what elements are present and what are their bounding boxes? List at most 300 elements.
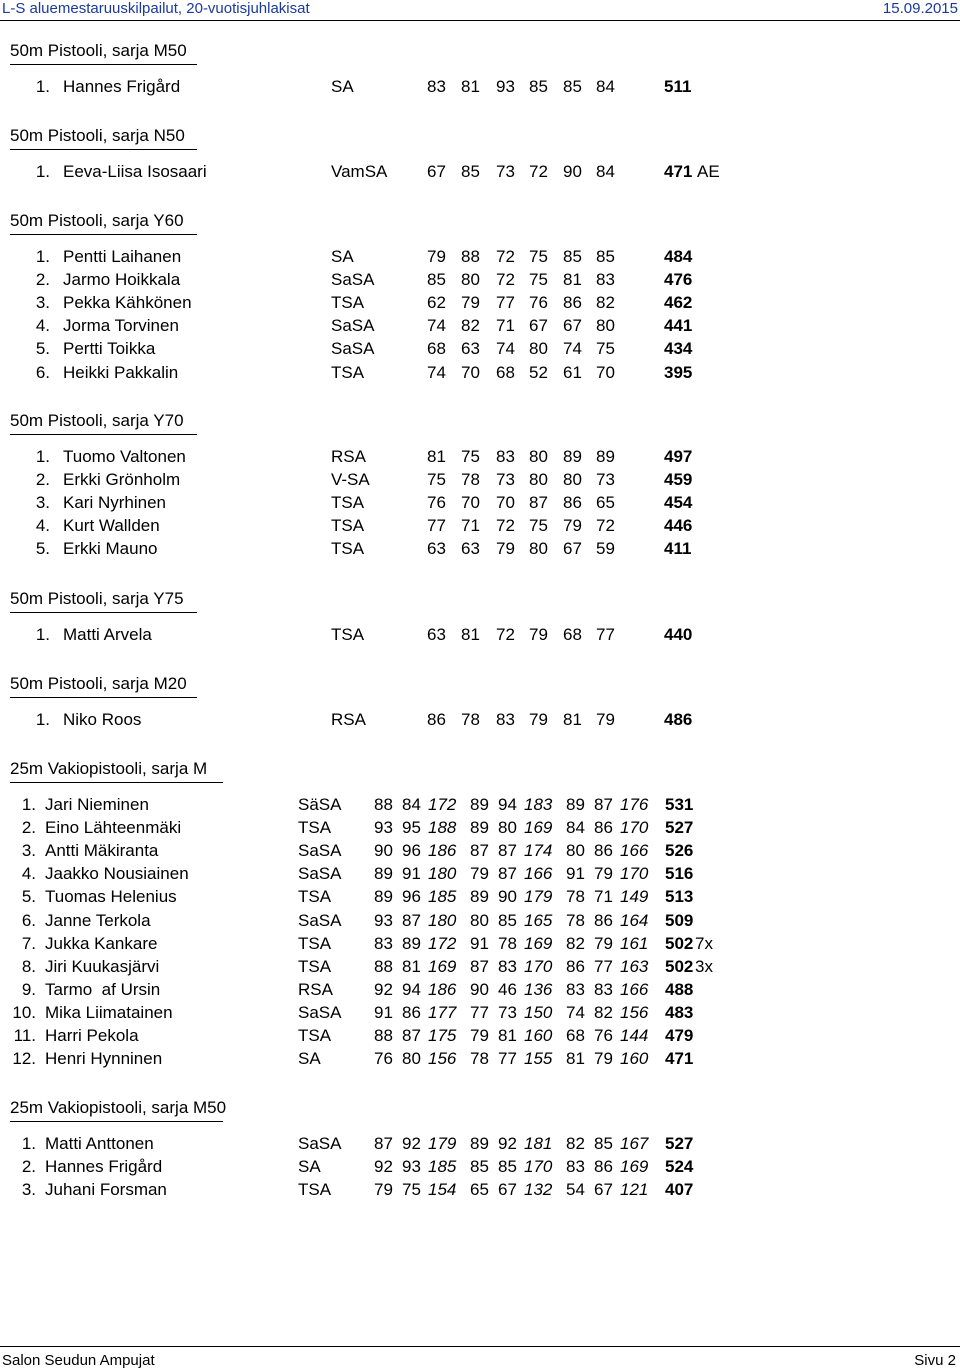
- series-score: 90: [498, 887, 517, 907]
- result-row: [0, 794, 960, 817]
- series-score: 77: [427, 516, 446, 536]
- series-score: 89: [402, 933, 421, 953]
- subtotal: 170: [620, 818, 649, 838]
- series-score: 75: [596, 339, 615, 359]
- club: TSA: [298, 887, 332, 907]
- rank: 10.: [12, 1002, 36, 1022]
- series-score: 79: [374, 1180, 393, 1200]
- section-title: 50m Pistooli, sarja Y75: [10, 588, 197, 613]
- series-score: 76: [529, 293, 548, 313]
- series-score: 72: [529, 162, 548, 181]
- total-score: 459: [664, 470, 693, 490]
- series-score: 96: [402, 841, 421, 861]
- series-score: 74: [566, 1002, 585, 1022]
- rank: 12.: [12, 1049, 36, 1069]
- shooter-name: Tuomas Helenius: [45, 887, 177, 907]
- series-score: 67: [563, 539, 582, 559]
- club: SaSA: [298, 910, 342, 930]
- club: SA: [331, 77, 354, 96]
- series-score: 89: [374, 864, 393, 884]
- series-score: 72: [496, 270, 515, 290]
- subtotal: 166: [620, 841, 649, 861]
- total-score: 497: [664, 447, 693, 466]
- result-row: [0, 933, 960, 956]
- rank: 2.: [35, 270, 50, 290]
- result-row: [0, 1048, 960, 1071]
- series-score: 80: [529, 339, 548, 359]
- series-score: 85: [427, 270, 446, 290]
- series-score: 67: [594, 1180, 613, 1200]
- rank: 1.: [35, 162, 50, 181]
- series-score: 82: [596, 293, 615, 313]
- result-row: [0, 863, 960, 886]
- series-score: 80: [498, 818, 517, 838]
- result-row: [0, 469, 960, 492]
- club: SäSA: [298, 795, 342, 814]
- series-score: 89: [470, 1134, 489, 1153]
- club: TSA: [331, 493, 365, 513]
- series-score: 90: [374, 841, 393, 861]
- total-score: 471: [665, 1049, 694, 1069]
- series-score: 93: [374, 910, 393, 930]
- subtotal: 170: [620, 864, 649, 884]
- section-title: 50m Pistooli, sarja Y70: [10, 410, 197, 435]
- total-score: 502: [665, 933, 694, 953]
- series-score: 83: [566, 979, 585, 999]
- subtotal: 186: [428, 841, 457, 861]
- series-score: 75: [529, 516, 548, 536]
- shooter-name: Janne Terkola: [45, 910, 151, 930]
- shooter-name: Heikki Pakkalin: [63, 362, 179, 382]
- series-score: 74: [427, 316, 446, 336]
- subtotal: 176: [620, 795, 649, 814]
- rank: 3.: [35, 493, 50, 513]
- series-score: 67: [563, 316, 582, 336]
- series-score: 78: [566, 910, 585, 930]
- series-score: 77: [498, 1049, 517, 1069]
- result-row: [0, 246, 960, 269]
- subtotal: 179: [524, 887, 553, 907]
- note: 3x: [695, 956, 713, 976]
- rank: 1.: [35, 77, 50, 96]
- series-score: 94: [402, 979, 421, 999]
- rank: 1.: [35, 710, 50, 729]
- series-score: 79: [427, 247, 446, 266]
- series-score: 76: [427, 493, 446, 513]
- subtotal: 132: [524, 1180, 553, 1200]
- rank: 4.: [21, 864, 36, 884]
- subtotal: 170: [524, 956, 553, 976]
- section-title: 25m Vakiopistooli, sarja M: [10, 758, 223, 783]
- total-score: 516: [665, 864, 694, 884]
- shooter-name: Juhani Forsman: [45, 1180, 167, 1200]
- series-score: 74: [427, 362, 446, 382]
- series-score: 94: [498, 795, 517, 814]
- section-title: 50m Pistooli, sarja N50: [10, 125, 197, 150]
- series-score: 84: [596, 77, 615, 96]
- result-row: [0, 338, 960, 361]
- series-score: 80: [402, 1049, 421, 1069]
- result-row: [0, 1156, 960, 1179]
- rank: 3.: [21, 841, 36, 861]
- total-score: 440: [664, 625, 693, 644]
- shooter-name: Matti Anttonen: [45, 1134, 154, 1153]
- series-score: 81: [461, 77, 480, 96]
- shooter-name: Hannes Frigård: [45, 1157, 163, 1177]
- series-score: 81: [402, 956, 421, 976]
- series-score: 80: [529, 470, 548, 490]
- series-score: 73: [596, 470, 615, 490]
- series-score: 67: [498, 1180, 517, 1200]
- club: TSA: [331, 625, 365, 644]
- club-name: Salon Seudun Ampujat: [2, 1352, 155, 1369]
- subtotal: 155: [524, 1049, 553, 1069]
- subtotal: 172: [428, 795, 457, 814]
- series-score: 83: [496, 447, 515, 466]
- series-score: 92: [402, 1134, 421, 1153]
- series-score: 86: [566, 956, 585, 976]
- shooter-name: Jiri Kuukasjärvi: [45, 956, 160, 976]
- series-score: 87: [498, 864, 517, 884]
- document-date: 15.09.2015: [882, 0, 958, 17]
- rank: 8.: [21, 956, 36, 976]
- series-score: 83: [566, 1157, 585, 1177]
- series-score: 75: [529, 247, 548, 266]
- shooter-name: Pertti Toikka: [63, 339, 156, 359]
- subtotal: 172: [428, 933, 457, 953]
- series-score: 83: [374, 933, 393, 953]
- shooter-name: Kari Nyrhinen: [63, 493, 166, 513]
- series-score: 77: [596, 625, 615, 644]
- subtotal: 169: [620, 1157, 649, 1177]
- subtotal: 180: [428, 864, 457, 884]
- subtotal: 161: [620, 933, 649, 953]
- series-score: 85: [498, 910, 517, 930]
- document-title: L-S aluemestaruuskilpailut, 20-vuotisjuhlakisat: [2, 0, 310, 17]
- series-score: 80: [566, 841, 585, 861]
- rank: 3.: [35, 293, 50, 313]
- rank: 3.: [21, 1180, 36, 1200]
- series-score: 81: [461, 625, 480, 644]
- series-score: 88: [374, 1026, 393, 1045]
- note: AE: [697, 162, 720, 181]
- series-score: 93: [402, 1157, 421, 1177]
- series-score: 83: [496, 710, 515, 729]
- club: TSA: [331, 293, 365, 313]
- series-score: 86: [594, 910, 613, 930]
- subtotal: 169: [428, 956, 457, 976]
- club: V-SA: [331, 470, 370, 490]
- series-score: 86: [563, 293, 582, 313]
- series-score: 88: [374, 795, 393, 814]
- series-score: 82: [594, 1002, 613, 1022]
- rank: 4.: [35, 316, 50, 336]
- club: SaSA: [298, 864, 342, 884]
- series-score: 80: [470, 910, 489, 930]
- subtotal: 154: [428, 1180, 457, 1200]
- club: SaSA: [298, 1134, 342, 1153]
- rank: 5.: [21, 887, 36, 907]
- series-score: 88: [461, 247, 480, 266]
- subtotal: 144: [620, 1026, 649, 1045]
- series-score: 86: [427, 710, 446, 729]
- subtotal: 163: [620, 956, 649, 976]
- series-score: 82: [566, 933, 585, 953]
- series-score: 75: [461, 447, 480, 466]
- club: SaSA: [331, 270, 375, 290]
- series-score: 89: [563, 447, 582, 466]
- series-score: 89: [470, 818, 489, 838]
- series-score: 82: [566, 1134, 585, 1153]
- series-score: 92: [374, 979, 393, 999]
- subtotal: 156: [620, 1002, 649, 1022]
- result-row: [0, 1002, 960, 1025]
- series-score: 85: [596, 247, 615, 266]
- club: VamSA: [331, 162, 388, 181]
- series-score: 82: [461, 316, 480, 336]
- section-title: 25m Vakiopistooli, sarja M50: [10, 1097, 223, 1122]
- subtotal: 166: [620, 979, 649, 999]
- series-score: 80: [529, 539, 548, 559]
- series-score: 85: [594, 1134, 613, 1153]
- club: TSA: [298, 933, 332, 953]
- total-score: 513: [665, 887, 694, 907]
- rank: 2.: [35, 470, 50, 490]
- series-score: 68: [496, 362, 515, 382]
- total-score: 441: [664, 316, 693, 336]
- shooter-name: Henri Hynninen: [45, 1049, 163, 1069]
- result-row: [0, 269, 960, 292]
- series-score: 71: [496, 316, 515, 336]
- rank: 5.: [35, 539, 50, 559]
- series-score: 78: [461, 710, 480, 729]
- series-score: 79: [529, 710, 548, 729]
- club: SaSA: [298, 841, 342, 861]
- subtotal: 160: [524, 1026, 553, 1045]
- subtotal: 181: [524, 1134, 553, 1153]
- series-score: 87: [402, 910, 421, 930]
- result-row: [0, 886, 960, 909]
- series-score: 87: [594, 795, 613, 814]
- result-row: [0, 910, 960, 933]
- series-score: 62: [427, 293, 446, 313]
- result-row: [0, 979, 960, 1002]
- series-score: 70: [496, 493, 515, 513]
- club: RSA: [298, 979, 333, 999]
- shooter-name: Kurt Wallden: [63, 516, 160, 536]
- series-score: 63: [461, 539, 480, 559]
- total-score: 407: [665, 1180, 694, 1200]
- result-row: [0, 362, 960, 385]
- series-score: 91: [566, 864, 585, 884]
- total-score: 395: [664, 362, 693, 382]
- series-score: 86: [563, 493, 582, 513]
- club: SA: [298, 1049, 321, 1069]
- series-score: 89: [566, 795, 585, 814]
- series-score: 79: [594, 933, 613, 953]
- rank: 5.: [35, 339, 50, 359]
- total-score: 527: [665, 818, 694, 838]
- result-row: [0, 1179, 960, 1202]
- result-row: [0, 817, 960, 840]
- series-score: 67: [427, 162, 446, 181]
- result-row: [0, 840, 960, 863]
- section-title: 50m Pistooli, sarja M20: [10, 673, 197, 698]
- series-score: 83: [594, 979, 613, 999]
- total-score: 483: [665, 1002, 694, 1022]
- series-score: 76: [374, 1049, 393, 1069]
- shooter-name: Harri Pekola: [45, 1026, 139, 1045]
- series-score: 80: [563, 470, 582, 490]
- series-score: 78: [498, 933, 517, 953]
- series-score: 85: [563, 77, 582, 96]
- note: 7x: [695, 933, 713, 953]
- series-score: 68: [566, 1026, 585, 1045]
- total-score: 462: [664, 293, 693, 313]
- series-score: 78: [566, 887, 585, 907]
- page-footer: [0, 1346, 960, 1370]
- series-score: 89: [470, 795, 489, 814]
- series-score: 90: [470, 979, 489, 999]
- club: SA: [298, 1157, 321, 1177]
- total-score: 471: [664, 162, 693, 181]
- total-score: 502: [665, 956, 694, 976]
- club: TSA: [298, 956, 332, 976]
- shooter-name: Tuomo Valtonen: [63, 447, 186, 466]
- club: SA: [331, 247, 354, 266]
- series-score: 93: [374, 818, 393, 838]
- series-score: 79: [496, 539, 515, 559]
- series-score: 87: [402, 1026, 421, 1045]
- series-score: 81: [498, 1026, 517, 1045]
- rank: 1.: [35, 447, 50, 466]
- series-score: 78: [461, 470, 480, 490]
- subtotal: 160: [620, 1049, 649, 1069]
- series-score: 85: [529, 77, 548, 96]
- club: TSA: [298, 1026, 332, 1045]
- series-score: 85: [563, 247, 582, 266]
- rank: 1.: [35, 247, 50, 266]
- series-score: 84: [566, 818, 585, 838]
- subtotal: 186: [428, 979, 457, 999]
- shooter-name: Mika Liimatainen: [45, 1002, 173, 1022]
- rank: 9.: [21, 979, 36, 999]
- shooter-name: Tarmo af Ursin: [45, 979, 161, 999]
- series-score: 80: [596, 316, 615, 336]
- series-score: 80: [461, 270, 480, 290]
- shooter-name: Jari Nieminen: [45, 795, 149, 814]
- total-score: 526: [665, 841, 694, 861]
- shooter-name: Hannes Frigård: [63, 77, 181, 96]
- result-row: [0, 315, 960, 338]
- subtotal: 136: [524, 979, 553, 999]
- series-score: 89: [596, 447, 615, 466]
- result-row: [0, 1133, 960, 1156]
- series-score: 87: [470, 841, 489, 861]
- series-score: 79: [563, 516, 582, 536]
- subtotal: 166: [524, 864, 553, 884]
- series-score: 79: [470, 1026, 489, 1045]
- series-score: 79: [461, 293, 480, 313]
- series-score: 73: [498, 1002, 517, 1022]
- series-score: 70: [461, 493, 480, 513]
- series-score: 86: [594, 841, 613, 861]
- series-score: 87: [498, 841, 517, 861]
- series-score: 81: [566, 1049, 585, 1069]
- shooter-name: Pentti Laihanen: [63, 247, 182, 266]
- shooter-name: Pekka Kähkönen: [63, 293, 192, 313]
- page-header: [0, 0, 960, 21]
- rank: 6.: [35, 362, 50, 382]
- shooter-name: Erkki Mauno: [63, 539, 158, 559]
- series-score: 73: [496, 162, 515, 181]
- total-score: 454: [664, 493, 693, 513]
- club: RSA: [331, 447, 366, 466]
- series-score: 72: [496, 247, 515, 266]
- series-score: 52: [529, 362, 548, 382]
- total-score: 524: [665, 1157, 694, 1177]
- series-score: 68: [427, 339, 446, 359]
- club: RSA: [331, 710, 366, 729]
- shooter-name: Jarmo Hoikkala: [63, 270, 181, 290]
- series-score: 92: [374, 1157, 393, 1177]
- series-score: 79: [594, 1049, 613, 1069]
- series-score: 77: [470, 1002, 489, 1022]
- series-score: 67: [529, 316, 548, 336]
- club: SaSA: [331, 316, 375, 336]
- series-score: 72: [496, 516, 515, 536]
- subtotal: 170: [524, 1157, 553, 1177]
- series-score: 68: [563, 625, 582, 644]
- subtotal: 164: [620, 910, 649, 930]
- result-row: [0, 709, 960, 732]
- subtotal: 183: [524, 795, 553, 814]
- total-score: 486: [664, 710, 693, 729]
- series-score: 90: [563, 162, 582, 181]
- rank: 7.: [21, 933, 36, 953]
- total-score: 488: [665, 979, 694, 999]
- result-row: [0, 76, 960, 99]
- total-score: 476: [664, 270, 693, 290]
- series-score: 81: [563, 270, 582, 290]
- series-score: 75: [529, 270, 548, 290]
- total-score: 434: [664, 339, 693, 359]
- shooter-name: Jaakko Nousiainen: [45, 864, 189, 884]
- series-score: 96: [402, 887, 421, 907]
- series-score: 61: [563, 362, 582, 382]
- series-score: 76: [594, 1026, 613, 1045]
- total-score: 446: [664, 516, 693, 536]
- series-score: 87: [374, 1134, 393, 1153]
- series-score: 88: [374, 956, 393, 976]
- series-score: 75: [427, 470, 446, 490]
- result-row: [0, 624, 960, 647]
- rank: 1.: [21, 1134, 36, 1153]
- section-title: 50m Pistooli, sarja Y60: [10, 210, 197, 235]
- series-score: 85: [470, 1157, 489, 1177]
- subtotal: 174: [524, 841, 553, 861]
- series-score: 83: [498, 956, 517, 976]
- subtotal: 167: [620, 1134, 649, 1153]
- result-row: [0, 292, 960, 315]
- shooter-name: Eeva-Liisa Isosaari: [63, 162, 207, 181]
- series-score: 80: [529, 447, 548, 466]
- rank: 11.: [13, 1026, 36, 1045]
- series-score: 71: [594, 887, 613, 907]
- total-score: 511: [664, 77, 692, 96]
- series-score: 86: [594, 818, 613, 838]
- shooter-name: Matti Arvela: [63, 625, 152, 644]
